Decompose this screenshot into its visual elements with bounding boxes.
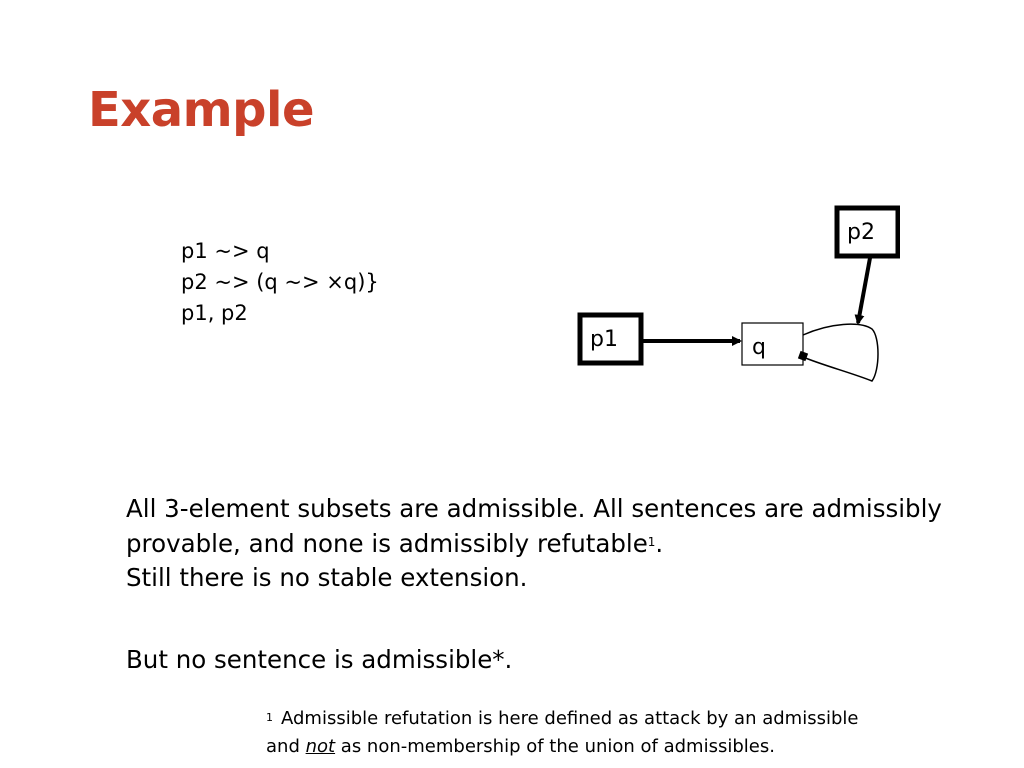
paragraph-tail: . bbox=[655, 528, 664, 558]
footnote bbox=[266, 705, 1024, 761]
footnote-marker: 1 bbox=[266, 711, 273, 724]
footnote-emphasis: not bbox=[305, 736, 336, 757]
rule-line: p2 ~> (q ~> ×q)} bbox=[181, 270, 379, 294]
argument-graph bbox=[560, 195, 900, 395]
edge-q-self-loop bbox=[803, 324, 878, 381]
paragraph-line3: Still there is no stable extension. bbox=[126, 563, 528, 592]
node-p1 bbox=[580, 315, 641, 363]
edge-p2-to-q-attack bbox=[858, 258, 870, 323]
rule-list bbox=[181, 236, 379, 329]
node-p1-label: p1 bbox=[590, 327, 618, 352]
paragraph-text: All 3-element subsets are admissible. All sentences are admissibly provable, and none is admissibly refutable bbox=[126, 494, 942, 558]
slide-title: Example bbox=[88, 82, 315, 138]
footnote-line2-b: as non-membership of the union of admissibles. bbox=[335, 736, 775, 757]
node-p2 bbox=[837, 208, 898, 256]
node-q-label: q bbox=[752, 335, 766, 360]
paragraph-conclusion: But no sentence is admissible*. bbox=[126, 645, 513, 674]
footnote-line1: Admissible refutation is here defined as attack by an admissible bbox=[281, 708, 859, 729]
rule-line: p1 ~> q bbox=[181, 239, 270, 263]
footnote-line2-a: and bbox=[266, 736, 306, 757]
footnote-ref: 1 bbox=[647, 534, 656, 549]
paragraph-admissible bbox=[126, 492, 986, 596]
rule-line: p1, p2 bbox=[181, 301, 248, 325]
node-q bbox=[742, 323, 803, 365]
node-p2-label: p2 bbox=[847, 220, 875, 245]
